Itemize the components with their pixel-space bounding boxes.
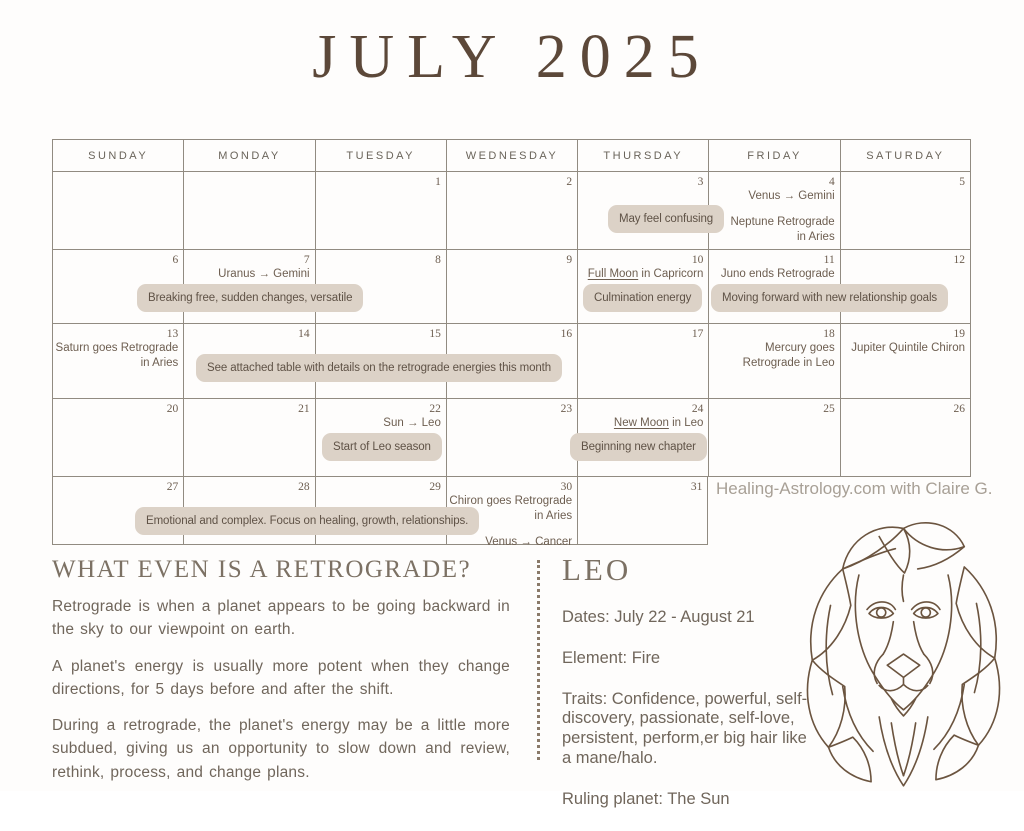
- about-paragraph-3: During a retrograde, the planet's energy may be a little more subdued, giving us an opportunity to slow down and review, rethink, process, and change plans.: [52, 717, 510, 781]
- calendar-cell: [577, 324, 708, 399]
- calendar-event: Juno ends Retrograde: [720, 268, 835, 280]
- event-note-pill: Emotional and complex. Focus on healing, growth, relationships.: [135, 507, 479, 535]
- calendar-cell: [708, 324, 839, 399]
- calendar-event: Neptune Retrograde in Aries: [730, 215, 835, 243]
- day-header: SUNDAY: [52, 139, 183, 172]
- calendar-event: Mercury goes Retrograde in Leo: [742, 342, 835, 369]
- calendar-event: Venus → Cancer: [485, 535, 573, 548]
- day-number: 3: [697, 176, 704, 188]
- calendar-event: Venus → Gemini: [748, 190, 835, 202]
- day-number: 21: [298, 403, 310, 415]
- site-credit: Healing-Astrology.com with Claire G.: [716, 479, 993, 498]
- day-number: 6: [172, 254, 179, 266]
- calendar-cell: [183, 399, 314, 477]
- calendar-cell: [840, 172, 971, 250]
- event-note-pill: May feel confusing: [608, 205, 724, 233]
- calendar-event: Sun → Leo: [383, 417, 441, 429]
- day-number: 27: [166, 481, 179, 493]
- calendar-cell: [183, 172, 314, 250]
- day-number: 31: [690, 481, 703, 493]
- day-number: 20: [166, 403, 179, 415]
- day-number: 10: [691, 254, 704, 266]
- event-note-pill: See attached table with details on the retrograde energies this month: [196, 354, 562, 382]
- leo-heading: LEO: [562, 552, 632, 587]
- calendar-cell: [708, 172, 839, 250]
- day-number: 29: [429, 481, 441, 493]
- day-number: 28: [298, 481, 310, 493]
- day-header: MONDAY: [183, 139, 314, 172]
- day-number: 13: [166, 328, 179, 340]
- event-note-pill: Start of Leo season: [322, 433, 442, 461]
- calendar-cell: [446, 250, 577, 324]
- calendar-event: Uranus → Gemini: [218, 268, 310, 280]
- calendar-cell: [52, 399, 183, 477]
- calendar-cell: [52, 172, 183, 250]
- day-number: 25: [823, 403, 835, 415]
- calendar-cell: [840, 399, 971, 477]
- day-number: 23: [560, 403, 573, 415]
- day-number: 1: [435, 176, 441, 188]
- page-title: JULY 2025: [312, 23, 712, 91]
- event-note-pill: Breaking free, sudden changes, versatile: [137, 284, 363, 312]
- day-number: 19: [953, 328, 965, 340]
- dotted-divider: [537, 560, 540, 760]
- event-note-pill: Culmination energy: [583, 284, 702, 312]
- calendar-event: Full Moon in Capricorn: [587, 268, 704, 280]
- day-number: 11: [823, 254, 835, 266]
- event-note-pill: Moving forward with new relationship goals: [711, 284, 948, 312]
- day-number: 9: [566, 254, 573, 266]
- day-number: 5: [959, 176, 965, 188]
- day-number: 15: [429, 328, 441, 340]
- day-number: 2: [566, 176, 573, 188]
- leo-traits: Traits: Confidence, powerful, self-discovery, passionate, self-love, persistent, perform,er big hair like a mane/halo.: [562, 689, 808, 767]
- day-number: 4: [828, 176, 835, 188]
- calendar-cell: [708, 399, 839, 477]
- day-number: 14: [298, 328, 310, 340]
- day-header: THURSDAY: [577, 139, 708, 172]
- day-header: FRIDAY: [708, 139, 839, 172]
- lion-head-line-art-icon: [790, 508, 1018, 790]
- day-number: 8: [435, 254, 441, 266]
- calendar-cell: [446, 399, 577, 477]
- about-paragraph-2: A planet's energy is usually more potent when they change directions, for 5 days before and after the shift.: [52, 657, 510, 698]
- about-paragraph-1: Retrograde is when a planet appears to be going backward in the sky to our viewpoint on earth.: [52, 598, 510, 639]
- calendar-cell: [315, 172, 446, 250]
- day-number: 26: [953, 403, 965, 415]
- calendar-cell: [52, 324, 183, 399]
- day-number: 30: [560, 481, 573, 493]
- calendar-event: Saturn goes Retrograde in Aries: [55, 342, 179, 369]
- leo-dates: Dates: July 22 - August 21: [562, 608, 755, 626]
- day-number: 22: [429, 403, 441, 415]
- day-number: 16: [560, 328, 573, 340]
- retrograde-explainer: [52, 556, 510, 797]
- day-number: 7: [303, 254, 310, 266]
- event-note-pill: Beginning new chapter: [570, 433, 707, 461]
- calendar-event: Jupiter Quintile Chiron: [851, 342, 965, 354]
- about-heading: WHAT EVEN IS A RETROGRADE?: [52, 556, 472, 583]
- calendar-cell: [840, 324, 971, 399]
- day-header: TUESDAY: [315, 139, 446, 172]
- calendar-event: Chiron goes Retrograde in Aries: [449, 495, 573, 522]
- leo-ruling-planet: Ruling planet: The Sun: [562, 789, 730, 808]
- day-number: 24: [691, 403, 704, 415]
- calendar-cell: [577, 477, 708, 545]
- day-header: SATURDAY: [840, 139, 971, 172]
- day-number: 12: [953, 254, 965, 266]
- day-number: 17: [691, 328, 704, 340]
- leo-element: Element: Fire: [562, 648, 661, 667]
- day-header: WEDNESDAY: [446, 139, 577, 172]
- day-number: 18: [823, 328, 835, 340]
- calendar-event: New Moon in Leo: [613, 417, 704, 429]
- calendar-cell: [446, 172, 577, 250]
- leo-info: [562, 552, 814, 831]
